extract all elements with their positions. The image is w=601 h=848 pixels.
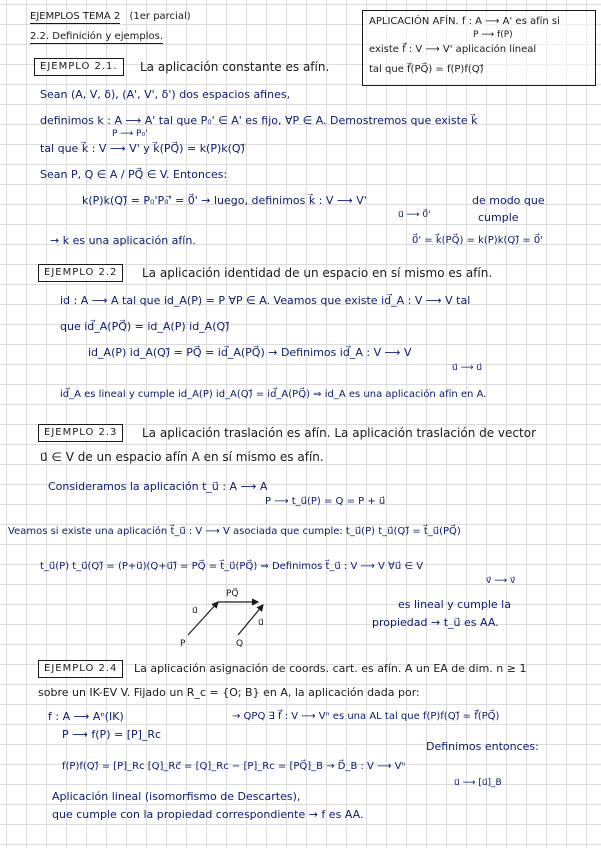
example-2-3-label: EJEMPLO 2.3 <box>38 424 123 442</box>
diagram-label-u-right: u⃗ <box>258 618 264 628</box>
diagram-label-pq: PQ⃗ <box>226 589 239 599</box>
definition-box <box>362 10 596 86</box>
ex4-line-2: f : A ⟶ Aⁿ(IK) <box>48 710 124 723</box>
ex1-line-6: → k es una aplicación afín. <box>50 234 196 247</box>
definition-line-3: existe f⃗ : V ⟶ V' aplicación lineal <box>369 44 537 55</box>
example-2-1-title: La aplicación constante es afín. <box>140 60 330 74</box>
ex3-line-2b: P ⟶ t_u⃗(P) = Q = P + u⃗ <box>265 496 386 507</box>
ex4-line-6: que cumple con la propiedad correspondiente → f es AA. <box>52 808 364 821</box>
ex1-line-5c: de modo que <box>472 194 545 207</box>
ex1-line-5b: u⃗ ⟶ 0⃗' <box>398 210 431 220</box>
ex4-line-4b: u⃗ ⟶ [u⃗]_B <box>454 778 502 788</box>
ex3-line-4: t_u⃗(P) t_u⃗(Q)⃗ = (P+u⃗)(Q+u⃗)⃗ = PQ⃗ = t⃗_u⃗(PQ⃗) ⇒ Definimos t⃗_u⃗ : V ⟶ V ∀u⃗ ∈ V <box>40 561 424 572</box>
ex4-line-4: f(P)f(Q)⃗ = [P]_Rc [Q]_Rc⃗ = [Q]_Rc − [P]_Rc = [PQ⃗]_B → D⃗_B : V ⟶ Vⁿ <box>62 761 406 772</box>
diagram-label-p: P <box>180 639 186 649</box>
example-2-4-title: La aplicación asignación de coords. cart. es afín. A un EA de dim. n ≥ 1 <box>134 662 527 675</box>
ex4-line-5: Aplicación lineal (isomorfismo de Descartes), <box>52 790 301 803</box>
ex2-line-2: que id⃗_A(PQ⃗) = id_A(P) id_A(Q)⃗ <box>60 320 230 333</box>
ex1-line-2: definimos k : A ⟶ A' tal que P₀' ∈ A' es fijo, ∀P ∈ A. Demostremos que existe k⃗ <box>40 114 478 127</box>
ex1-line-1: Sean (A, V, δ), (A', V', δ') dos espacios afines, <box>40 88 291 101</box>
example-2-2-label: EJEMPLO 2.2 <box>38 264 123 282</box>
ex4-line-2c: → QPQ ∃ f⃗ : V ⟶ Vⁿ es una AL tal que f(P)f(Q)⃗ = f⃗(PQ⃗) <box>232 711 500 722</box>
ex1-line-2b: P ⟶ P₀' <box>112 129 148 139</box>
translation-diagram <box>178 580 298 650</box>
definition-line-2: P ⟶ f(P) <box>473 30 513 40</box>
example-2-3-title-cont: u⃗ ∈ V de un espacio afín A en sí mismo es afín. <box>40 450 324 464</box>
ex4-line-3: Definimos entonces: <box>426 740 539 753</box>
ex3-line-6: propiedad → t_u⃗ es AA. <box>372 616 499 629</box>
ex1-line-5: k(P)k(Q)⃗ = P₀'P₀'⃗ = 0⃗' → luego, definimos k⃗ : V ⟶ V' <box>82 194 367 207</box>
ex1-line-6b: 0⃗' = k⃗(PQ⃗) = k(P)k(Q)⃗ = 0⃗' <box>412 235 544 246</box>
ex2-line-3: id_A(P) id_A(Q)⃗ = PQ⃗ = id⃗_A(PQ⃗) → Definimos id⃗_A : V ⟶ V <box>88 346 412 359</box>
ex2-line-3b: u⃗ ⟶ u⃗ <box>452 363 483 373</box>
section-heading: 2.2. Definición y ejemplos. <box>30 31 163 42</box>
definition-line-1: APLICACIÓN AFÍN. f : A ⟶ A' es afín si <box>369 16 560 27</box>
example-2-4-title-cont: sobre un IK-EV V. Fijado un R_c = {O; B} en A, la aplicación dada por: <box>38 686 420 699</box>
ex3-line-3: Veamos si existe una aplicación t⃗_u⃗ : V ⟶ V asociada que cumple: t_u⃗(P) t_u⃗(Q)⃗ = t⃗_u⃗(PQ⃗) <box>8 526 461 537</box>
ex1-line-3: tal que k⃗ : V ⟶ V' y k⃗(PQ⃗) = k(P)k(Q)⃗ <box>40 142 245 155</box>
ex4-line-2b: P ⟶ f(P) = [P]_Rc <box>62 728 162 741</box>
diagram-label-q: Q <box>236 639 244 649</box>
page-title: EJEMPLOS TEMA 2 (1er parcial) <box>30 11 191 22</box>
ex1-line-4: Sean P, Q ∈ A / PQ⃗ ∈ V. Entonces: <box>40 168 228 181</box>
ex2-line-1: id : A ⟶ A tal que id_A(P) = P ∀P ∈ A. Veamos que existe id⃗_A : V ⟶ V tal <box>60 294 471 307</box>
example-2-4-label: EJEMPLO 2.4 <box>38 660 123 678</box>
example-2-1-label: EJEMPLO 2.1. <box>34 58 124 76</box>
ex3-line-4b: v⃗ ⟶ v⃗ <box>486 576 516 586</box>
ex3-line-5: es lineal y cumple la <box>398 598 511 611</box>
example-2-2-title: La aplicación identidad de un espacio en sí mismo es afín. <box>142 266 493 280</box>
diagram-label-u-left: u⃗ <box>192 606 198 616</box>
ex1-line-5d: cumple <box>478 211 519 224</box>
definition-line-4: tal que f⃗(PQ⃗) = f(P)f(Q)⃗ <box>369 64 484 75</box>
ex2-line-4: id⃗_A es lineal y cumple id_A(P) id_A(Q)⃗ = id⃗_A(PQ⃗) ⇒ id_A es una aplicación afín en A. <box>60 389 487 400</box>
example-2-3-title: La aplicación traslación es afín. La aplicación traslación de vector <box>142 426 536 440</box>
ex3-line-2: Consideramos la aplicación t_u⃗ : A ⟶ A <box>48 480 268 493</box>
